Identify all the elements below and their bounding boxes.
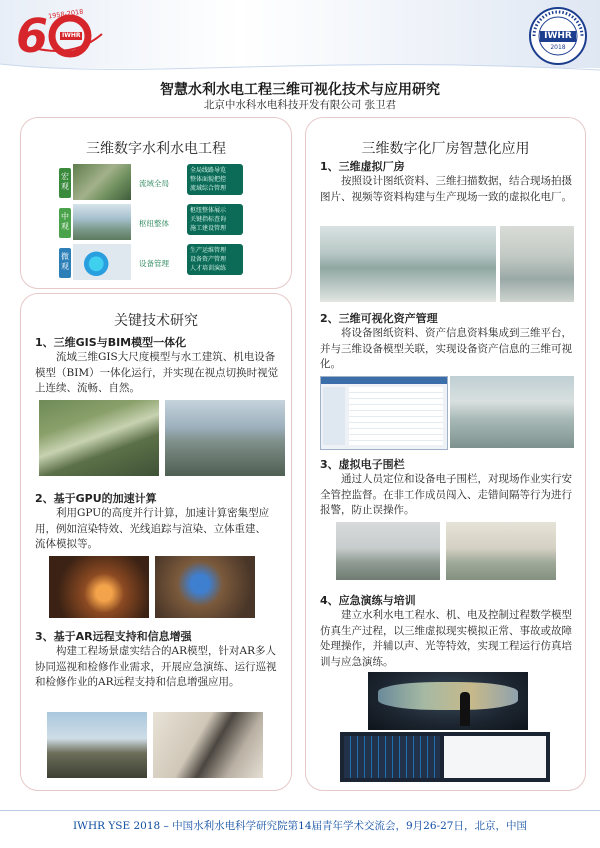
section-heading: 1、三维虚拟厂房	[320, 160, 405, 173]
virtual-plant-image-2	[500, 226, 574, 302]
header-wave	[0, 58, 600, 80]
panel-digital-project	[20, 117, 292, 289]
panel-title: 三维数字化厂房智慧化应用	[361, 141, 530, 157]
ar-substation-image	[47, 712, 147, 778]
panel-smart-plant	[305, 117, 586, 791]
iwhr-60th-anniversary-logo	[14, 8, 106, 60]
section-text: 通过人员定位和设备电子围栏，对现场作业实行安全管控监督。在非工作成员闯入、走错间隔等行为进行报警，防止误操作。	[320, 473, 572, 516]
gpu-rendering-image-1	[49, 556, 149, 618]
section-heading: 1、三维GIS与BIM模型一体化	[35, 336, 187, 349]
section-heading: 3、虚拟电子围栏	[320, 458, 405, 471]
diagram-side-meso: 中观	[59, 208, 71, 238]
electronic-fence-image-1	[336, 522, 440, 580]
logo-years: 1958-2018	[47, 7, 84, 21]
diagram-box-macro: 全局线路导览 整体面貌把控 流域综合管理	[187, 164, 243, 195]
panel-title: 关键技术研究	[114, 313, 198, 329]
section-text: 按照设计图纸资料、三维扫描数据，结合现场拍摄图片、视频等资料构建与生产现场一致的虚拟化电厂。	[320, 175, 572, 203]
section-text: 流域三维GIS大尺度模型与水工建筑、机电设备模型（BIM）一体化运行，并实现在视点切换时视觉上连续、流畅、自然。	[35, 351, 279, 394]
panel-key-tech	[20, 293, 292, 791]
section-heading: 2、基于GPU的加速计算	[35, 492, 157, 505]
emergency-drill-vr-image	[368, 672, 528, 730]
electronic-fence-image-2	[446, 522, 556, 580]
iwhr-seal-logo	[528, 6, 588, 66]
gpu-rendering-image-2	[155, 556, 255, 618]
footer-conference: IWHR YSE 2018 – 中国水利水电科学研究院第14届青年学术交流会，9月26-27日，北京，中国	[73, 820, 527, 832]
ar-headset-image	[153, 712, 263, 778]
diagram-box-micro: 生产运维管理 设备资产管理 人才培训演练	[187, 244, 243, 275]
section-text: 将设备图纸资料、资产信息资料集成到三维平台，并与三维设备模型关联，实现设备资产信息的三维可视化。	[320, 327, 572, 370]
section-text: 建立水利水电工程水、机、电及控制过程数学模型仿真生产过程，以三维虚拟现实模拟正常、事故或故障处理操作，并辅以声、光等特效，实现工程运行仿真培训与应急演练。	[320, 609, 572, 668]
diagram-side-macro: 宏观	[59, 168, 71, 198]
diagram-label-equipment: 设备管理	[139, 259, 169, 268]
three-scale-diagram	[59, 162, 259, 280]
basin-map-image	[73, 164, 131, 200]
diagram-label-hub: 枢纽整体	[139, 219, 169, 228]
seal-text: IWHR	[544, 31, 572, 41]
dam-hub-image	[73, 204, 131, 240]
section-text: 利用GPU的高度并行计算，加速计算密集型应用，例如渲染特效、光线追踪与渲染、立体重建、流体模拟等。	[35, 507, 270, 550]
diagram-side-micro: 微观	[59, 248, 71, 278]
section-text: 构建工程场景虚实结合的AR模型，针对AR多人协同巡视和检修作业需求，开展应急演练、运行巡视和检修作业的AR远程支持和信息增强应用。	[35, 645, 277, 688]
section-heading: 4、应急演练与培训	[320, 594, 416, 607]
footer-divider	[0, 810, 600, 811]
diagram-label-basin: 流域全局	[139, 179, 169, 188]
logo-org: IWHR	[62, 32, 81, 39]
diagram-box-meso: 枢纽整体展示 关键指标查询 施工建设管理	[187, 204, 243, 235]
svg-text:6: 6	[16, 9, 49, 60]
panel-title: 三维数字水利水电工程	[86, 141, 226, 157]
virtual-plant-image-1	[320, 226, 496, 302]
training-simulation-screenshot	[340, 732, 550, 782]
poster-title: 智慧水利水电工程三维可视化技术与应用研究	[160, 82, 440, 98]
gis-terrain-image	[39, 400, 159, 476]
bim-dam-image	[165, 400, 285, 476]
poster-author: 北京中水科水电科技开发有限公司 张卫君	[203, 99, 397, 111]
section-heading: 3、基于AR远程支持和信息增强	[35, 630, 192, 643]
seal-year: 2018	[550, 44, 566, 51]
section-heading: 2、三维可视化资产管理	[320, 312, 438, 325]
equipment-model-image	[73, 244, 131, 280]
asset-management-screenshot	[320, 376, 448, 450]
asset-3d-plant-image	[450, 376, 574, 448]
